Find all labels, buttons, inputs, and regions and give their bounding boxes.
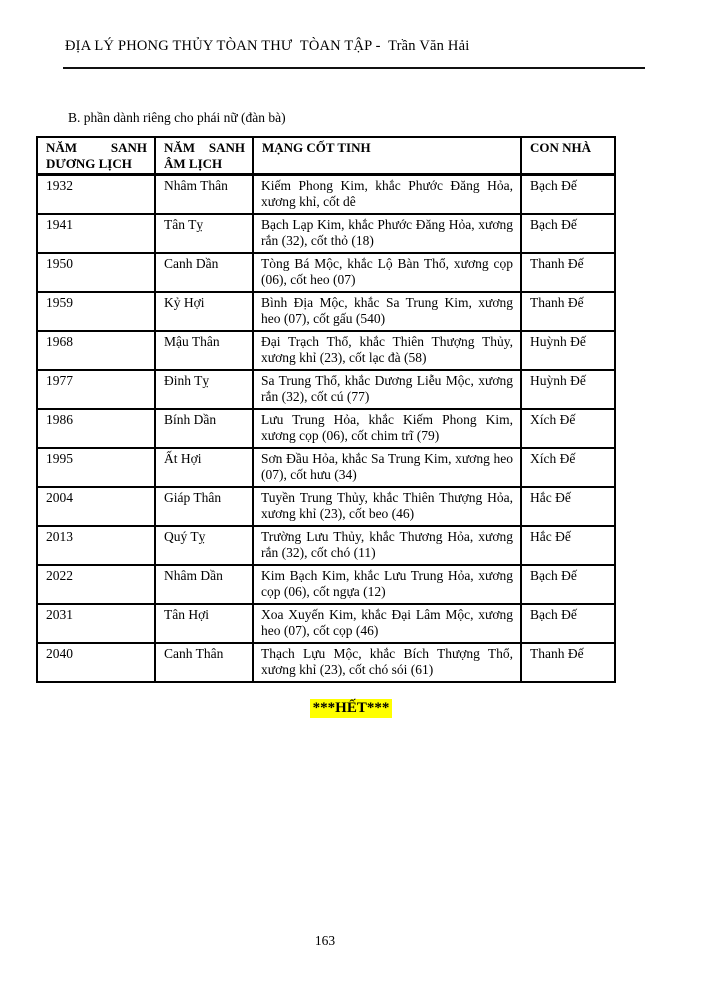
destiny-cell: Kiếm Phong Kim, khắc Phước Đăng Hỏa, xương khỉ, cốt dê xyxy=(253,175,521,215)
col-header-house-line1: CON NHÀ xyxy=(530,140,592,155)
destiny-cell: Sơn Đầu Hỏa, khắc Sa Trung Kim, xương heo (07), cốt hưu (34) xyxy=(253,448,521,487)
house-cell: Huỳnh Đế xyxy=(521,331,615,370)
lunar-year-cell: Canh Dần xyxy=(155,253,253,292)
table-body xyxy=(37,175,615,683)
lunar-year-cell: Tân Tỵ xyxy=(155,214,253,253)
house-cell: Thanh Đế xyxy=(521,253,615,292)
solar-year-cell: 1977 xyxy=(37,370,155,409)
col-header-lunar-year xyxy=(155,137,253,175)
end-marker: ***HẾT*** xyxy=(310,699,393,718)
col-header-solar-year-line2: DƯƠNG LỊCH xyxy=(46,155,132,171)
lunar-year-cell: Nhâm Thân xyxy=(155,175,253,215)
solar-year-cell: 2004 xyxy=(37,487,155,526)
solar-year-cell: 1968 xyxy=(37,331,155,370)
house-cell: Thanh Đế xyxy=(521,292,615,331)
lunar-year-cell: Tân Hợi xyxy=(155,604,253,643)
table-row xyxy=(37,214,615,253)
lunar-year-cell: Kỷ Hợi xyxy=(155,292,253,331)
destiny-cell: Tuyền Trung Thủy, khắc Thiên Thượng Hỏa, xương khỉ (23), cốt beo (46) xyxy=(253,487,521,526)
table-header-row xyxy=(37,137,615,175)
destiny-cell: Đại Trạch Thổ, khắc Thiên Thượng Thủy, xương khỉ (23), cốt lạc đà (58) xyxy=(253,331,521,370)
house-cell: Hắc Đế xyxy=(521,526,615,565)
table-row xyxy=(37,409,615,448)
table-row xyxy=(37,331,615,370)
destiny-cell: Trường Lưu Thủy, khắc Thương Hỏa, xương rắn (32), cốt chó (11) xyxy=(253,526,521,565)
destiny-cell: Xoa Xuyến Kim, khắc Đại Lâm Mộc, xương heo (07), cốt cọp (46) xyxy=(253,604,521,643)
destiny-cell: Thạch Lựu Mộc, khắc Bích Thượng Thổ, xương khỉ (23), cốt chó sói (61) xyxy=(253,643,521,682)
table-row xyxy=(37,526,615,565)
table-row xyxy=(37,292,615,331)
header-rule-divider xyxy=(63,67,645,69)
lunar-year-cell: Giáp Thân xyxy=(155,487,253,526)
col-header-destiny-line1: MẠNG CỐT TINH xyxy=(262,140,371,155)
house-cell: Thanh Đế xyxy=(521,643,615,682)
table-row xyxy=(37,487,615,526)
lunar-year-cell: Bính Dần xyxy=(155,409,253,448)
destiny-table xyxy=(36,136,616,683)
solar-year-cell: 2040 xyxy=(37,643,155,682)
solar-year-cell: 2013 xyxy=(37,526,155,565)
lunar-year-cell: Canh Thân xyxy=(155,643,253,682)
table-row xyxy=(37,253,615,292)
table-row xyxy=(37,175,615,215)
destiny-cell: Lưu Trung Hỏa, khắc Kiếm Phong Kim, xương cọp (06), cốt chim trĩ (79) xyxy=(253,409,521,448)
section-caption: B. phần dành riêng cho phái nữ (đàn bà) xyxy=(68,110,286,125)
solar-year-cell: 1986 xyxy=(37,409,155,448)
solar-year-cell: 2031 xyxy=(37,604,155,643)
page-header-title: ĐỊA LÝ PHONG THỦY TÒAN THƯ TÒAN TẬP - Trần Văn Hải xyxy=(65,38,470,54)
lunar-year-cell: Nhâm Dần xyxy=(155,565,253,604)
page-number: 163 xyxy=(314,933,336,948)
solar-year-cell: 1941 xyxy=(37,214,155,253)
lunar-year-cell: Ất Hợi xyxy=(155,448,253,487)
table-row xyxy=(37,565,615,604)
lunar-year-cell: Quý Tỵ xyxy=(155,526,253,565)
house-cell: Huỳnh Đế xyxy=(521,370,615,409)
lunar-year-cell: Đinh Tỵ xyxy=(155,370,253,409)
destiny-cell: Bạch Lạp Kim, khắc Phước Đăng Hỏa, xương rắn (32), cốt thỏ (18) xyxy=(253,214,521,253)
solar-year-cell: 1959 xyxy=(37,292,155,331)
col-header-solar-year-line1: NĂM SANH xyxy=(46,140,147,155)
solar-year-cell: 1995 xyxy=(37,448,155,487)
lunar-year-cell: Mậu Thân xyxy=(155,331,253,370)
destiny-cell: Sa Trung Thổ, khắc Dương Liễu Mộc, xương rắn (32), cốt cú (77) xyxy=(253,370,521,409)
solar-year-cell: 1950 xyxy=(37,253,155,292)
house-cell: Xích Đế xyxy=(521,448,615,487)
destiny-cell: Bình Địa Mộc, khắc Sa Trung Kim, xương heo (07), cốt gấu (540) xyxy=(253,292,521,331)
house-cell: Bạch Đế xyxy=(521,175,615,215)
table-row xyxy=(37,604,615,643)
col-header-lunar-year-line2: ÂM LỊCH xyxy=(164,155,223,171)
col-header-house xyxy=(521,137,615,175)
destiny-cell: Kim Bạch Kim, khắc Lưu Trung Hỏa, xương cọp (06), cốt ngựa (12) xyxy=(253,565,521,604)
table-row xyxy=(37,370,615,409)
solar-year-cell: 2022 xyxy=(37,565,155,604)
table-row xyxy=(37,643,615,682)
house-cell: Bạch Đế xyxy=(521,604,615,643)
solar-year-cell: 1932 xyxy=(37,175,155,215)
col-header-destiny xyxy=(253,137,521,175)
col-header-lunar-year-line1: NĂM SANH xyxy=(164,140,245,155)
destiny-cell: Tòng Bá Mộc, khắc Lộ Bàn Thổ, xương cọp (06), cốt heo (07) xyxy=(253,253,521,292)
table-row xyxy=(37,448,615,487)
col-header-solar-year xyxy=(37,137,155,175)
house-cell: Hắc Đế xyxy=(521,487,615,526)
house-cell: Bạch Đế xyxy=(521,214,615,253)
house-cell: Xích Đế xyxy=(521,409,615,448)
end-marker-wrap xyxy=(0,699,702,718)
house-cell: Bạch Đế xyxy=(521,565,615,604)
